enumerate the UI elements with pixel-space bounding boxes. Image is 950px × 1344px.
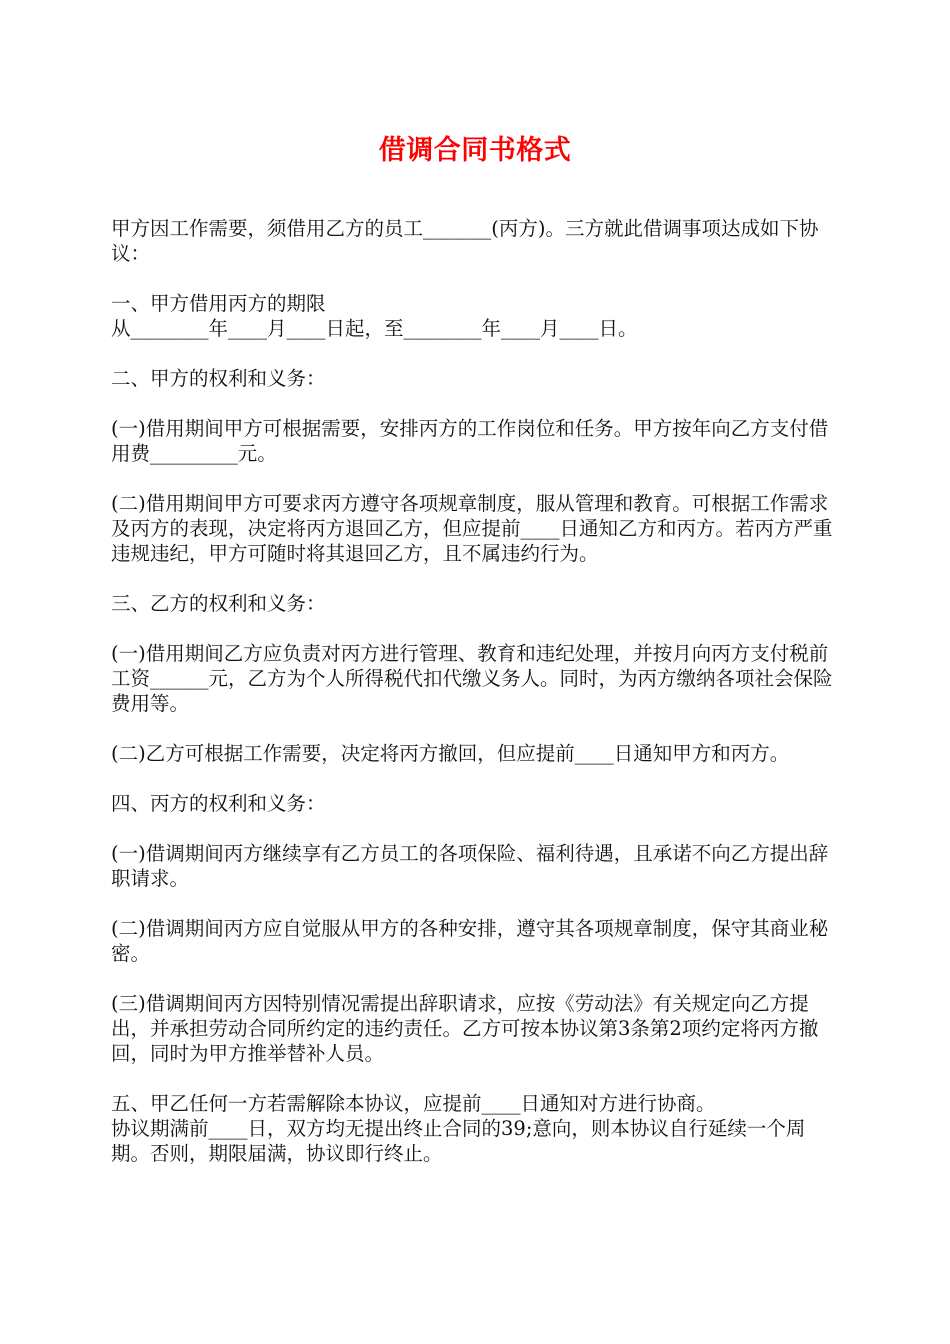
section-1-heading: 一、甲方借用丙方的期限 (111, 292, 326, 315)
section-3-item-2: (二)乙方可根据工作需要，决定将丙方撤回，但应提前____日通知甲方和丙方。 (111, 742, 790, 765)
section-3-heading: 三、乙方的权利和义务： (111, 592, 326, 615)
section-4-item-3: (三)借调期间丙方因特别情况需提出辞职请求，应按《劳动法》有关规定向乙方提出，并承担劳动合同所约定的违约责任。乙方可按本协议第3条第2项约定将丙方撤回，同时为甲方推举替补人员。 (111, 992, 819, 1065)
intro-paragraph: 甲方因工作需要，须借用乙方的员工_______(丙方)。三方就此借调事项达成如下协议： (111, 217, 819, 265)
section-2-heading: 二、甲方的权利和义务： (111, 367, 326, 390)
section-1-term: 从________年____月____日起，至________年____月____日。 (111, 317, 638, 340)
section-4-item-2: (二)借调期间丙方应自觉服从甲方的各种安排，遵守其各项规章制度，保守其商业秘密。 (111, 917, 829, 965)
section-5-heading: 五、甲乙任何一方若需解除本协议，应提前____日通知对方进行协商。 (111, 1092, 716, 1115)
document-title: 借调合同书格式 (378, 135, 572, 166)
section-4-item-1: (一)借调期间丙方继续享有乙方员工的各项保险、福利待遇，且承诺不向乙方提出辞职请求。 (111, 842, 829, 890)
document-body (111, 216, 841, 1191)
section-4-heading: 四、丙方的权利和义务： (111, 792, 326, 815)
section-2-item-1: (一)借用期间甲方可根据需要，安排丙方的工作岗位和任务。甲方按年向乙方支付借用费_________元。 (111, 417, 829, 465)
section-2-item-2: (二)借用期间甲方可要求丙方遵守各项规章制度，服从管理和教育。可根据工作需求及丙方的表现，决定将丙方退回乙方，但应提前____日通知乙方和丙方。若丙方严重违规违纪，甲方可随时将其退回乙方，且不属违约行为。 (111, 492, 833, 565)
section-3-item-1: (一)借用期间乙方应负责对丙方进行管理、教育和违纪处理，并按月向丙方支付税前工资______元，乙方为个人所得税代扣代缴义务人。同时，为丙方缴纳各项社会保险费用等。 (111, 642, 833, 715)
section-5-renewal: 协议期满前____日，双方均无提出终止合同的39;意向，则本协议自行延续一个周期。否则，期限届满，协议即行终止。 (111, 1117, 806, 1165)
